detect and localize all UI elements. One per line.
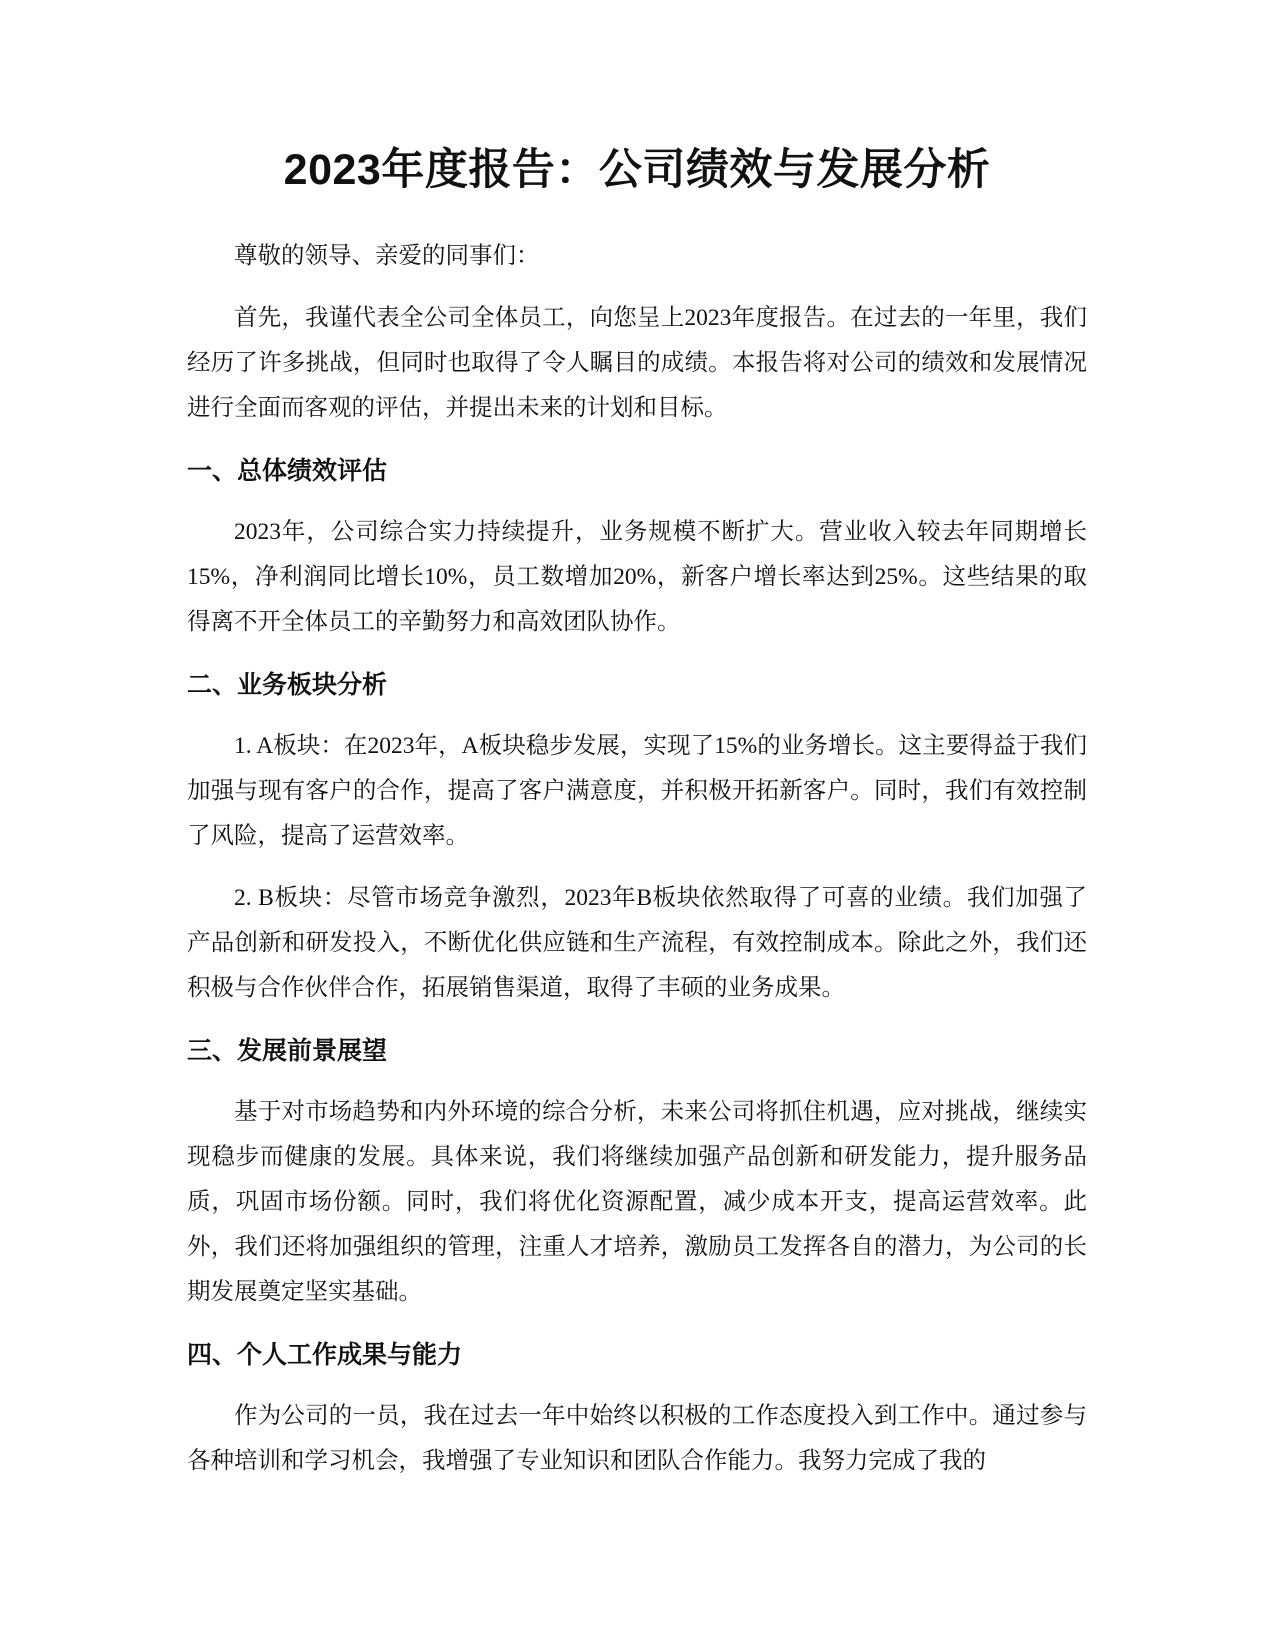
section-heading-overall-performance: 一、总体绩效评估	[187, 457, 388, 485]
document-body	[187, 140, 1087, 1501]
section-paragraph: 1. A板块：在2023年，A板块稳步发展，实现了15%的业务增长。这主要得益于我们加强与现有客户的合作，提高了客户满意度，并积极开拓新客户。同时，我们有效控制了风险，提高了运营效率。	[187, 733, 1087, 849]
document-title: 2023年度报告：公司绩效与发展分析	[283, 146, 991, 194]
section-paragraph: 2023年，公司综合实力持续提升，业务规模不断扩大。营业收入较去年同期增长15%，净利润同比增长10%，员工数增加20%，新客户增长率达到25%。这些结果的取得离不开全体员工的辛勤努力和高效团队协作。	[187, 519, 1087, 635]
section-paragraph: 基于对市场趋势和内外环境的综合分析，未来公司将抓住机遇，应对挑战，继续实现稳步而健康的发展。具体来说，我们将继续加强产品创新和研发能力，提升服务品质，巩固市场份额。同时，我们将优化资源配置，减少成本开支，提高运营效率。此外，我们还将加强组织的管理，注重人才培养，激励员工发挥各自的潜力，为公司的长期发展奠定坚实基础。	[187, 1099, 1087, 1305]
intro-paragraph: 首先，我谨代表全公司全体员工，向您呈上2023年度报告。在过去的一年里，我们经历了许多挑战，但同时也取得了令人瞩目的成绩。本报告将对公司的绩效和发展情况进行全面而客观的评估，并提出未来的计划和目标。	[187, 305, 1087, 421]
section-paragraph: 2. B板块：尽管市场竞争激烈，2023年B板块依然取得了可喜的业绩。我们加强了产品创新和研发投入，不断优化供应链和生产流程，有效控制成本。除此之外，我们还积极与合作伙伴合作，拓展销售渠道，取得了丰硕的业务成果。	[187, 885, 1087, 1001]
section-heading-personal-achievements: 四、个人工作成果与能力	[187, 1341, 463, 1369]
section-heading-business-analysis: 二、业务板块分析	[187, 671, 388, 699]
greeting-paragraph: 尊敬的领导、亲爱的同事们：	[234, 243, 540, 269]
section-paragraph: 作为公司的一员，我在过去一年中始终以积极的工作态度投入到工作中。通过参与各种培训和学习机会，我增强了专业知识和团队合作能力。我努力完成了我的	[187, 1403, 1087, 1474]
section-heading-outlook: 三、发展前景展望	[187, 1037, 388, 1065]
